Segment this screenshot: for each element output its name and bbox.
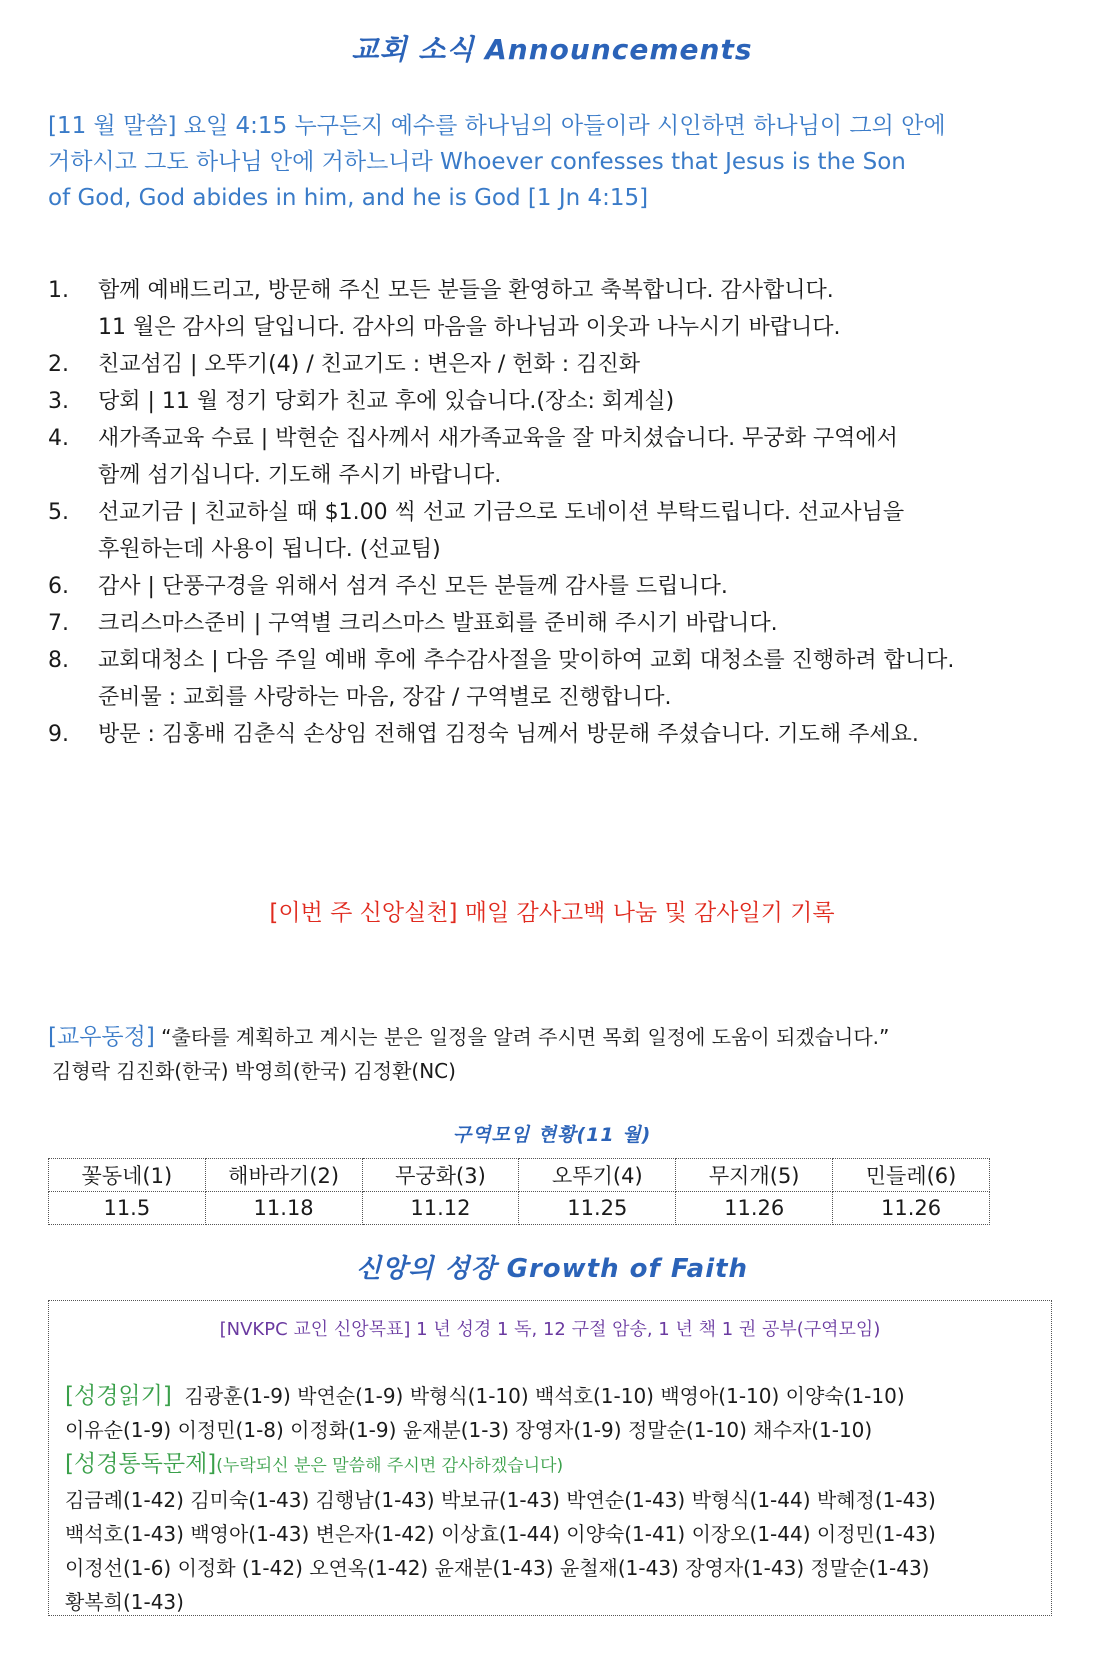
announcement-line: 후원하는데 사용이 됩니다. (선교팀) bbox=[98, 537, 441, 562]
growth-title: 신앙의 성장 Growth of Faith bbox=[355, 1254, 749, 1284]
announcement-number: 5. bbox=[48, 500, 69, 525]
group-status-title: 구역모임 현황(11 월) bbox=[452, 1124, 652, 1146]
bible-reading-line: 이유순(1-9) 이정민(1-8) 이정화(1-9) 윤재분(1-3) 장영자(1-9) 정말순(1-10) 채수자(1-10) bbox=[65, 1418, 873, 1442]
faith-practice: [이번 주 신앙실천] 매일 감사고백 나눔 및 감사일기 기록 bbox=[269, 900, 835, 926]
group-status-table bbox=[48, 1158, 990, 1225]
group-dates-row bbox=[49, 1192, 990, 1225]
member-news-names: 김형락 김진화(한국) 박영희(한국) 김정환(NC) bbox=[52, 1059, 456, 1083]
verse-line: 거하시고 그도 하나님 안에 거하느니라 Whoever confesses that Jesus is the Son bbox=[48, 149, 906, 175]
announcement-line: 선교기금 | 친교하실 때 $1.00 씩 선교 기금으로 도네이션 부탁드립니다. 선교사님을 bbox=[98, 500, 905, 525]
announcement-number: 8. bbox=[48, 648, 69, 673]
bible-reading-section bbox=[65, 1379, 1035, 1619]
group-name-cell: 오뚜기(4) bbox=[519, 1159, 676, 1192]
bible-quiz-line: 김금례(1-42) 김미숙(1-43) 김행남(1-43) 박보규(1-43) 박연순(1-43) 박형식(1-44) 박혜정(1-43) bbox=[65, 1488, 936, 1512]
announcement-text bbox=[98, 568, 1068, 605]
announcement-line: 당회 | 11 월 정기 당회가 친교 후에 있습니다.(장소: 회계실) bbox=[98, 389, 675, 414]
announcement-text bbox=[98, 716, 1068, 753]
announcement-item bbox=[48, 568, 1068, 605]
group-date-cell: 11.12 bbox=[362, 1192, 519, 1225]
bible-quiz-label: [성경통독문제] bbox=[65, 1451, 217, 1477]
group-date-cell: 11.5 bbox=[49, 1192, 206, 1225]
group-names-row bbox=[49, 1159, 990, 1192]
announcement-line: 11 월은 감사의 달입니다. 감사의 마음을 하나님과 이웃과 나누시기 바랍니다. bbox=[98, 315, 841, 340]
verse-line: of God, God abides in him, and he is God [1 Jn 4:15] bbox=[48, 185, 649, 211]
announcement-item bbox=[48, 716, 1068, 753]
announcement-line: 준비물 : 교회를 사랑하는 마음, 장갑 / 구역별로 진행합니다. bbox=[98, 685, 672, 710]
bible-quiz-line: 이정선(1-6) 이정화 (1-42) 오연옥(1-42) 윤재분(1-43) 윤철재(1-43) 장영자(1-43) 정말순(1-43) bbox=[65, 1556, 930, 1580]
group-date-cell: 11.18 bbox=[205, 1192, 362, 1225]
member-news-label: [교우동정] bbox=[48, 1024, 155, 1050]
announcement-line: 함께 섬기십니다. 기도해 주시기 바랍니다. bbox=[98, 463, 502, 488]
faith-goal: [NVKPC 교인 신앙목표] 1 년 성경 1 독, 12 구절 암송, 1 년 책 1 권 공부(구역모임) bbox=[219, 1319, 881, 1340]
announcement-text bbox=[98, 642, 1068, 716]
announcement-line: 크리스마스준비 | 구역별 크리스마스 발표회를 준비해 주시기 바랍니다. bbox=[98, 611, 778, 636]
announcement-item bbox=[48, 642, 1068, 716]
announcement-line: 방문 : 김홍배 김춘식 손상임 전해엽 김정숙 님께서 방문해 주셨습니다. 기도해 주세요. bbox=[98, 722, 919, 747]
announcement-text bbox=[98, 346, 1068, 383]
group-name-cell: 무지개(5) bbox=[676, 1159, 833, 1192]
bible-quiz-line: 황복희(1-43) bbox=[65, 1590, 184, 1614]
monthly-verse bbox=[48, 108, 1048, 216]
announcement-line: 친교섬김 | 오뚜기(4) / 친교기도 : 변은자 / 헌화 : 김진화 bbox=[98, 352, 640, 377]
announcement-line: 교회대청소 | 다음 주일 예배 후에 추수감사절을 맞이하여 교회 대청소를 진행하려 합니다. bbox=[98, 648, 955, 673]
announcement-item bbox=[48, 605, 1068, 642]
announcement-list bbox=[48, 272, 1068, 753]
announcement-number: 9. bbox=[48, 722, 69, 747]
verse-line: [11 월 말씀] 요일 4:15 누구든지 예수를 하나님의 아들이라 시인하면 하나님이 그의 안에 bbox=[48, 113, 946, 139]
bible-quiz-line: 백석호(1-43) 백영아(1-43) 변은자(1-42) 이상효(1-44) 이양숙(1-41) 이장오(1-44) 이정민(1-43) bbox=[65, 1522, 936, 1546]
bible-reading-label: [성경읽기] bbox=[65, 1383, 172, 1409]
announcement-text bbox=[98, 605, 1068, 642]
announcement-line: 감사 | 단풍구경을 위해서 섬겨 주신 모든 분들께 감사를 드립니다. bbox=[98, 574, 728, 599]
group-date-cell: 11.26 bbox=[833, 1192, 990, 1225]
announcement-number: 4. bbox=[48, 426, 69, 451]
group-name-cell: 꽃동네(1) bbox=[49, 1159, 206, 1192]
announcement-number: 2. bbox=[48, 352, 69, 377]
group-name-cell: 해바라기(2) bbox=[205, 1159, 362, 1192]
member-news-message: “출타를 계획하고 계시는 분은 일정을 알려 주시면 목회 일정에 도움이 되겠습니다.” bbox=[154, 1025, 890, 1049]
announcement-number: 1. bbox=[48, 278, 69, 303]
page-title: 교회 소식 Announcements bbox=[351, 33, 753, 66]
group-name-cell: 무궁화(3) bbox=[362, 1159, 519, 1192]
group-date-cell: 11.25 bbox=[519, 1192, 676, 1225]
announcement-text bbox=[98, 420, 1068, 494]
announcement-item bbox=[48, 346, 1068, 383]
announcement-item bbox=[48, 494, 1068, 568]
announcement-number: 6. bbox=[48, 574, 69, 599]
announcement-item bbox=[48, 420, 1068, 494]
announcement-line: 함께 예배드리고, 방문해 주신 모든 분들을 환영하고 축복합니다. 감사합니다. bbox=[98, 278, 834, 303]
growth-box bbox=[48, 1300, 1052, 1616]
group-name-cell: 민들레(6) bbox=[833, 1159, 990, 1192]
member-news bbox=[48, 1020, 1068, 1088]
announcement-text bbox=[98, 272, 1068, 346]
announcement-item bbox=[48, 383, 1068, 420]
bible-reading-line: 김광훈(1-9) 박연순(1-9) 박형식(1-10) 백석호(1-10) 백영아(1-10) 이양숙(1-10) bbox=[171, 1384, 905, 1408]
announcement-item bbox=[48, 272, 1068, 346]
announcement-line: 새가족교육 수료 | 박현순 집사께서 새가족교육을 잘 마치셨습니다. 무궁화 구역에서 bbox=[98, 426, 898, 451]
announcement-number: 7. bbox=[48, 611, 69, 636]
group-date-cell: 11.26 bbox=[676, 1192, 833, 1225]
announcement-text bbox=[98, 494, 1068, 568]
announcement-text bbox=[98, 383, 1068, 420]
bible-quiz-note: (누락되신 분은 말씀해 주시면 감사하겠습니다) bbox=[216, 1456, 564, 1476]
announcement-number: 3. bbox=[48, 389, 69, 414]
